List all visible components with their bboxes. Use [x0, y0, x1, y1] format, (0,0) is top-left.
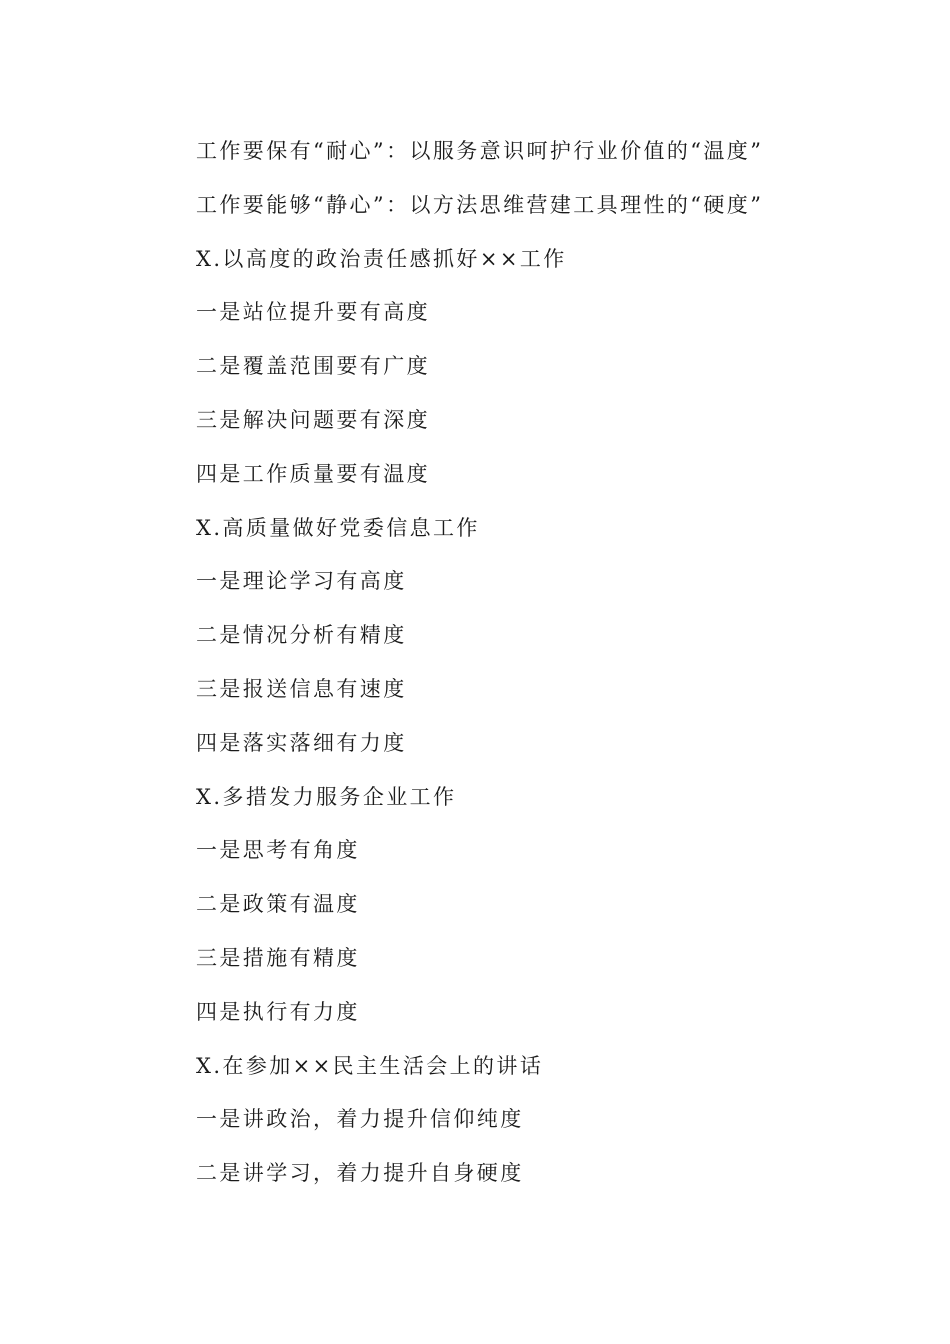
- document-body: [196, 134, 896, 1210]
- text-line: 三是报送信息有速度: [196, 676, 407, 701]
- text-line: 一是理论学习有高度: [196, 569, 407, 594]
- text-line: 工作要能够“静心”：以方法思维营建工具理性的“硬度”: [196, 192, 764, 217]
- text-line: 三是解决问题要有深度: [196, 407, 430, 432]
- text-line: 四是执行有力度: [196, 999, 360, 1024]
- section-heading: X.以高度的政治责任感抓好××工作: [196, 246, 567, 271]
- text-line: 四是工作质量要有温度: [196, 461, 430, 486]
- text-line: 二是情况分析有精度: [196, 623, 407, 648]
- text-line: 二是讲学习，着力提升自身硬度: [196, 1161, 524, 1186]
- text-line: 三是措施有精度: [196, 945, 360, 970]
- text-line: 一是站位提升要有高度: [196, 300, 430, 325]
- text-line: 一是讲政治，着力提升信仰纯度: [196, 1107, 524, 1132]
- section-heading: X.在参加××民主生活会上的讲话: [196, 1053, 544, 1078]
- text-line: 四是落实落细有力度: [196, 730, 407, 755]
- text-line: 一是思考有角度: [196, 838, 360, 863]
- text-line: 二是覆盖范围要有广度: [196, 354, 430, 379]
- text-line: 工作要保有“耐心”：以服务意识呵护行业价值的“温度”: [196, 139, 764, 163]
- section-heading: X.高质量做好党委信息工作: [196, 515, 480, 540]
- section-heading: X.多措发力服务企业工作: [196, 784, 457, 809]
- text-line: 二是政策有温度: [196, 892, 360, 917]
